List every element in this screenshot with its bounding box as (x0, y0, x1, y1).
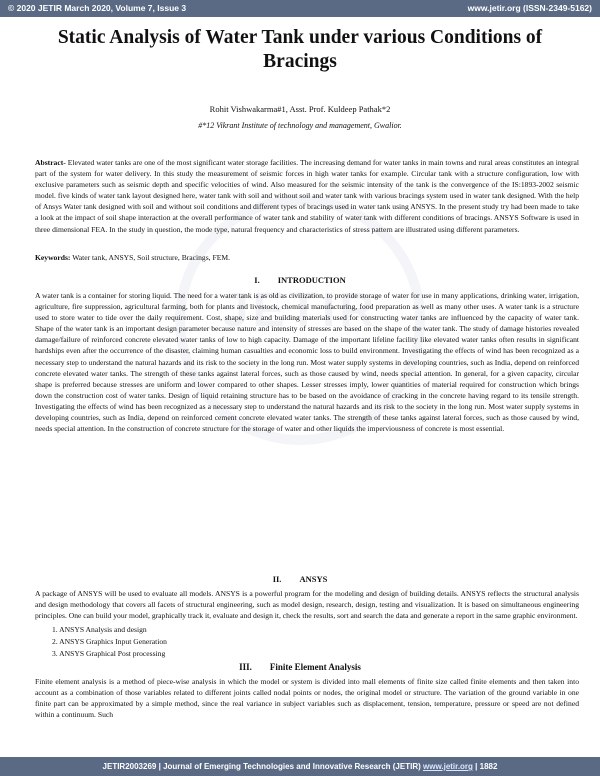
abstract-paragraph (35, 157, 579, 235)
section-title: INTRODUCTION (277, 275, 346, 285)
abstract-text: Elevated water tanks are one of the most significant water storage facilities. The increasing demand for water tanks in main towns and rural areas constitutes an integral part of the system for water delivery. In this study the measurement of seismic forces in high water tanks for example. Circular tank with a structure configuration, low with exclusive parameters such as seismic depth and specific velocities of wind. Also measured for the seismic intensity of the tank is the convergence of the IS:1893-2002 seismic model. five kinds of water tank layout designed here, water tank with soil and without soil and water tank with various bracings system used in water tank designed. With the help of Ansys Water tank designed with soil and without soil conditions and different types of bracings used in water tank using ANSYS. In the present study try had been made to take a look at the impact of soil shape interaction at the overall performance of water tank and stability of water tank with different conditions of bracings. ANSYS Software is used in three dimensional FEA. In the study in question, the mode type, natural frequency and characteristics of stress pattern are illustrated using different parameters. (35, 158, 579, 234)
keywords-paragraph (35, 252, 579, 263)
ansys-text: A package of ANSYS will be used to evaluate all models. ANSYS is a powerful program for the modeling and design of building details. ANSYS reflects the structural analysis and design methodology that covers all facets of structural engineering, such as model design, research, design, testing and visualization. It is based on simultaneous engineering principles. One can build your model, graphically track it, evaluate and design it, check the results, sort and search the data and generate a report in the same graphic environment. (35, 589, 579, 621)
footer-website-link[interactable]: www.jetir.org (423, 762, 473, 771)
footer-page-number: 1882 (479, 762, 498, 771)
keywords-label: Keywords: (35, 253, 71, 262)
paper-affiliation: #*12 Vikrant Institute of technology and management, Gwalior. (198, 121, 402, 130)
paper-authors: Rohit Vishwakarma#1, Asst. Prof. Kuldeep Pathak*2 (209, 104, 391, 114)
journal-header-bar (0, 0, 600, 17)
ansys-module-list (52, 624, 167, 659)
section-number: II. (272, 574, 282, 584)
journal-footer-bar (0, 757, 600, 776)
footer-separator: | (158, 762, 161, 771)
footer-paper-id: JETIR2003269 (102, 762, 157, 771)
footer-journal-name: Journal of Emerging Technologies and Innovative Research (JETIR) (163, 762, 421, 771)
fea-text: Finite element analysis is a method of piece-wise analysis in which the model or system is divided into mall elements of finite size called finite elements and then taken into account as a combination of those variables related to different joints called nodal points or nodes, the original model or structure. The variation of the ground variable in one finite part can be approximated by a simple method, since the real variance in subject variables such as displacement, tension, temperature, pressure or speed are not defined within a continuum. Such (35, 677, 579, 720)
section-number: I. (254, 275, 260, 285)
paper-title: Static Analysis of Water Tank under various Conditions of Bracings (57, 27, 543, 72)
introduction-text: A water tank is a container for storing liquid. The need for a water tank is as old as civilization, to provide storage of water for use in many applications, drinking water, irrigation, agriculture, fire suppression, agricultural farming, both for plants and livestock, chemical manufacturing, food preparation as well as many other uses. A water tank is a structure used to store water to tide over the daily requirement. Cost, shape, size and building materials used for constructing water tanks are influenced by the capacity of water tank. Shape of the water tank is an important design parameter because nature and intensity of stresses are based on the shape of the water tank. The study of damage histories revealed damage/failure of reinforced concrete elevated water tanks of low to high capacity. Damage of the important lifeline facility like elevated water tanks often results in significant hardships even after the occurrence of the disaster, claiming human casualties and economic loss to build environment. Investigating the effects of wind has been recognized as a necessary step to understand the natural hazards and its risk to the society in the long run. Most water supply systems in developing countries, such as India, depend on reinforced concrete elevated water tanks. The strength of these tanks against lateral forces, such as those caused by wind, needs special attention. In general, for a given capacity, circular shape is preferred because stresses are uniform and lower compared to other shapes. Lesser stresses imply, lower quantities of material required for construction which brings down the construction cost of water tanks. Design of liquid retaining structure has to be based on the avoidance of cracking in the concrete having regard to its tensile strength. Investigating the effects of wind has been recognized as a necessary step to understand the natural hazards and its risk to the society in the long run. Most water supply systems in developing countries, such as India, depend on reinforced cement concrete elevated water tanks. The strength of these tanks against lateral forces, such as those caused by wind, needs special attention. In the construction of concrete structure for the storage of water and other liquids the imperviousness of concrete is most essential. (35, 291, 579, 434)
footer-separator: | (475, 762, 478, 771)
section-heading-fea (0, 662, 600, 672)
list-item: 2. ANSYS Graphics Input Generation (52, 636, 167, 646)
abstract-label: Abstract- (35, 158, 66, 167)
watermark-text: JETIR (221, 284, 379, 337)
section-title: Finite Element Analysis (269, 662, 361, 672)
section-heading-introduction (0, 275, 600, 285)
header-issue-info: © 2020 JETIR March 2020, Volume 7, Issue 3 (8, 3, 187, 13)
section-title: ANSYS (299, 574, 328, 584)
list-item: 1. ANSYS Analysis and design (52, 625, 147, 634)
keywords-text: Water tank, ANSYS, Soil structure, Bracings, FEM. (72, 253, 230, 262)
header-website[interactable]: www.jetir.org (ISSN-2349-5162) (467, 3, 592, 13)
section-number: III. (239, 662, 252, 672)
list-item: 3. ANSYS Graphical Post processing (52, 648, 166, 658)
section-heading-ansys (0, 574, 600, 584)
